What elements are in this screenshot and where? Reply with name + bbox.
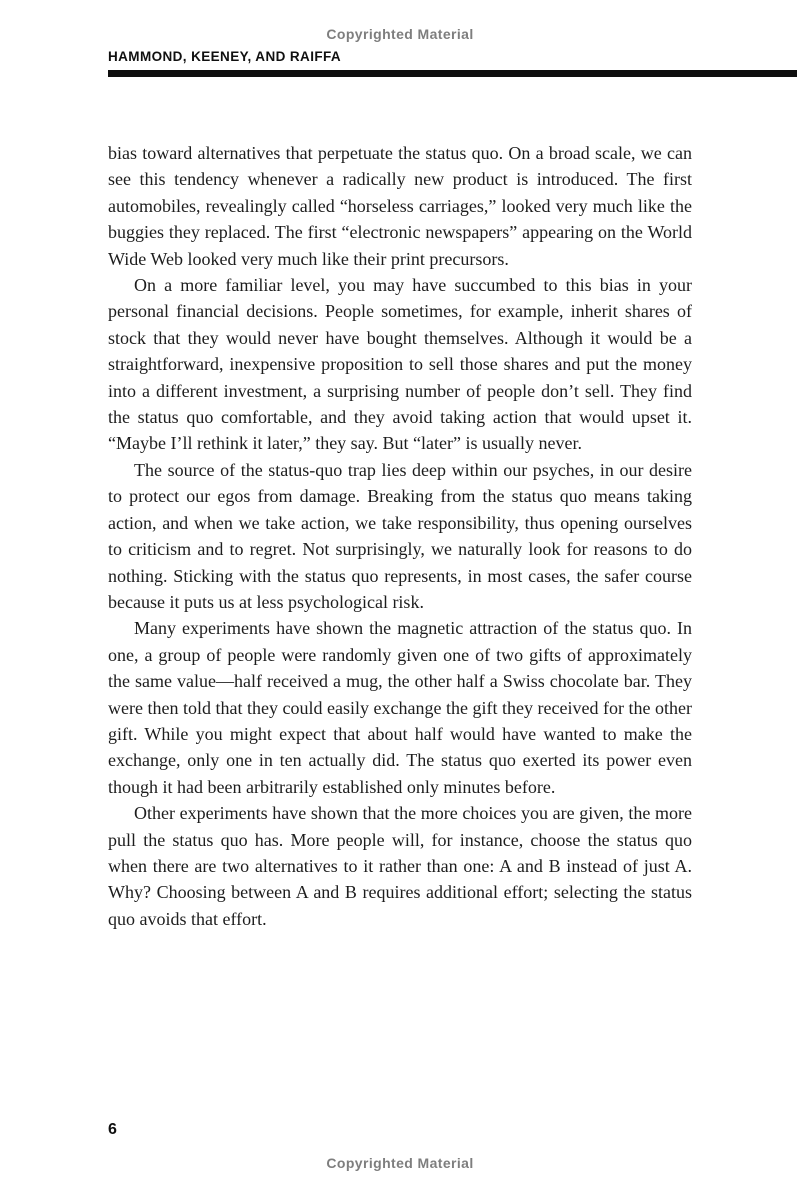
copyright-watermark-bottom: Copyrighted Material (326, 1155, 474, 1171)
body-paragraph: Many experiments have shown the magnetic attraction of the status quo. In one, a group of people were randomly given one of two gifts of approximately the same value—half received a mug, the other half a Swiss chocolate bar. They were then told that they could easily exchange the gift they received for the other gift. While you might expect that about half would have wanted to make the exchange, only one in ten actually did. The status quo exerted its power even though it had been arbitrarily established only minutes before. (108, 618, 692, 797)
body-paragraph: The source of the status-quo trap lies deep within our psyches, in our desire to protect our egos from damage. Breaking from the status quo means taking action, and when we take action, we take responsibility, thus opening ourselves to criticism and to regret. Not surprisingly, we naturally look for reasons to do nothing. Sticking with the status quo represents, in most cases, the safer course because it puts us at less psychological risk. (108, 459, 692, 612)
body-text-block (108, 140, 692, 932)
header-rule (108, 70, 797, 77)
page-number: 6 (108, 1121, 117, 1138)
body-paragraph: On a more familiar level, you may have succumbed to this bias in your personal financial decisions. People sometimes, for example, inherit shares of stock that they would never have bought themselves. Although it would be a straightforward, inexpensive proposition to sell those shares and put the money into a different investment, a surprising number of people don’t sell. They find the status quo comfortable, and they avoid taking action that would upset it. “Maybe I’ll rethink it later,” they say. But “later” is usually never. (108, 275, 692, 454)
running-header-authors: HAMMOND, KEENEY, AND RAIFFA (108, 49, 342, 64)
copyright-watermark-top: Copyrighted Material (326, 26, 474, 42)
body-paragraph: bias toward alternatives that perpetuate the status quo. On a broad scale, we can see this tendency whenever a radically new product is introduced. The first automobiles, revealingly called “horseless carriages,” looked very much like the buggies they replaced. The first “electronic newspapers” appearing on the World Wide Web looked very much like their print precursors. (108, 143, 692, 269)
body-paragraph: Other experiments have shown that the more choices you are given, the more pull the status quo has. More people will, for instance, choose the status quo when there are two alternatives to it rather than one: A and B instead of just A. Why? Choosing between A and B requires additional effort; selecting the status quo avoids that effort. (108, 803, 692, 929)
